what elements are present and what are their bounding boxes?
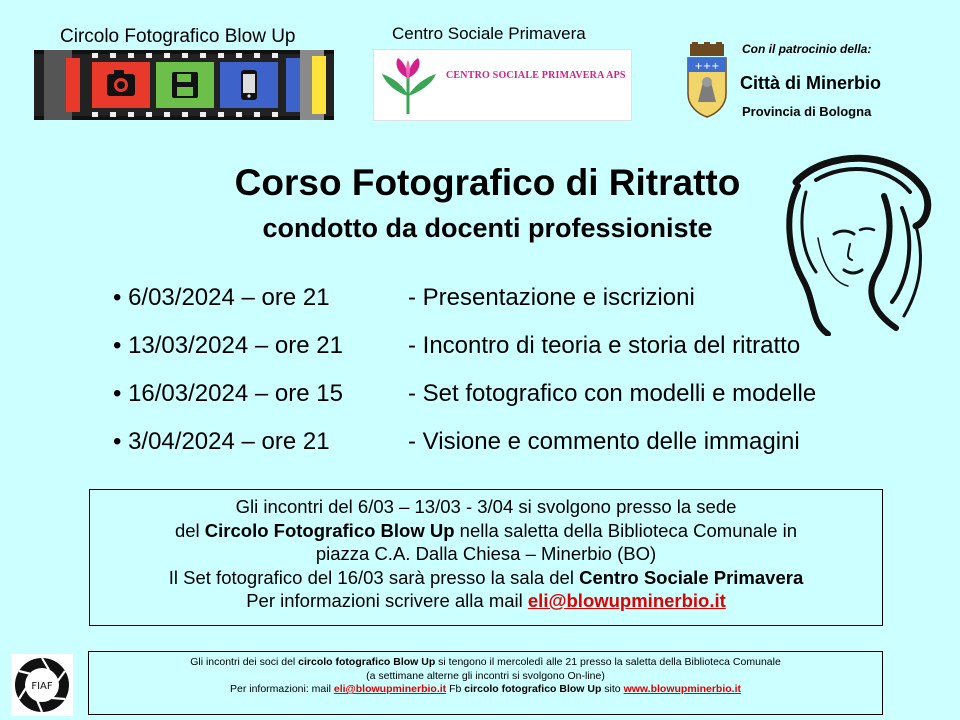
city-name: Città di Minerbio (740, 73, 881, 93)
footer-line: (a settimane alterne gli incontri si svolgono On-line) (366, 669, 605, 682)
film-strip-logo (34, 50, 334, 120)
footer-website-link[interactable]: www.blowupminerbio.it (623, 683, 742, 695)
course-subtitle: condotto da docenti professioniste (262, 213, 713, 243)
info-box (89, 489, 883, 626)
info-line: piazza C.A. Dalla Chiesa – Minerbio (BO) (315, 543, 657, 564)
footer-email-link[interactable]: eli@blowupminerbio.it (333, 683, 447, 695)
email-link[interactable]: eli@blowupminerbio.it (527, 590, 726, 611)
course-title: Corso Fotografico di Ritratto (234, 162, 741, 203)
svg-text:+++: +++ (694, 61, 720, 72)
schedule-date: • 13/03/2024 – ore 21 (113, 332, 343, 359)
club-name-bold: Circolo Fotografico Blow Up (204, 519, 455, 541)
centro-name-bold: Centro Sociale Primavera (579, 566, 804, 588)
centro-logo-text: CENTRO SOCIALE PRIMAVERA APS (446, 70, 626, 81)
schedule-activity: - Set fotografico con modelli e modelle (408, 380, 817, 407)
woman-portrait-illustration (776, 152, 932, 336)
centro-sociale-name: Centro Sociale Primavera (392, 24, 586, 43)
flower-icon (378, 56, 440, 116)
blowup-club-name: Circolo Fotografico Blow Up (60, 26, 296, 47)
footer-line: Gli incontri dei soci del circolo fotografico Blow Up si tengono il mercoledì alle 21 presso la saletta della Biblioteca Comunale (190, 656, 781, 668)
schedule-date: • 6/03/2024 – ore 21 (113, 284, 330, 311)
province-name: Provincia di Bologna (742, 104, 872, 119)
footer-box (88, 651, 883, 715)
schedule-activity: - Presentazione e iscrizioni (408, 284, 695, 311)
centro-sociale-logo (373, 49, 632, 121)
info-line: Gli incontri del 6/03 – 13/03 - 3/04 si svolgono presso la sede (235, 496, 737, 517)
schedule-activity: - Incontro di teoria e storia del ritratto (408, 332, 801, 359)
info-line: Per informazioni scrivere alla mail eli@blowupminerbio.it (246, 590, 726, 611)
schedule-activity: - Visione e commento delle immagini (408, 428, 800, 455)
info-line: Il Set fotografico del 16/03 sarà presso la sala del Centro Sociale Primavera (168, 566, 804, 588)
patrocinio-label: Con il patrocinio della: (742, 42, 872, 56)
footer-line: Per informazioni: mail eli@blowupminerbio.it Fb circolo fotografico Blow Up sito www.blowupminerbio.it (229, 683, 742, 695)
schedule-date: • 3/04/2024 – ore 21 (113, 428, 330, 455)
info-line: del Circolo Fotografico Blow Up nella saletta della Biblioteca Comunale in (174, 519, 798, 541)
floppy-disk-icon (172, 72, 198, 98)
phone-icon (241, 70, 257, 100)
fiaf-label: FIAF (31, 681, 53, 692)
minerbio-crest-icon (684, 42, 730, 118)
fiaf-logo (11, 654, 73, 716)
schedule-date: • 16/03/2024 – ore 15 (113, 380, 343, 407)
